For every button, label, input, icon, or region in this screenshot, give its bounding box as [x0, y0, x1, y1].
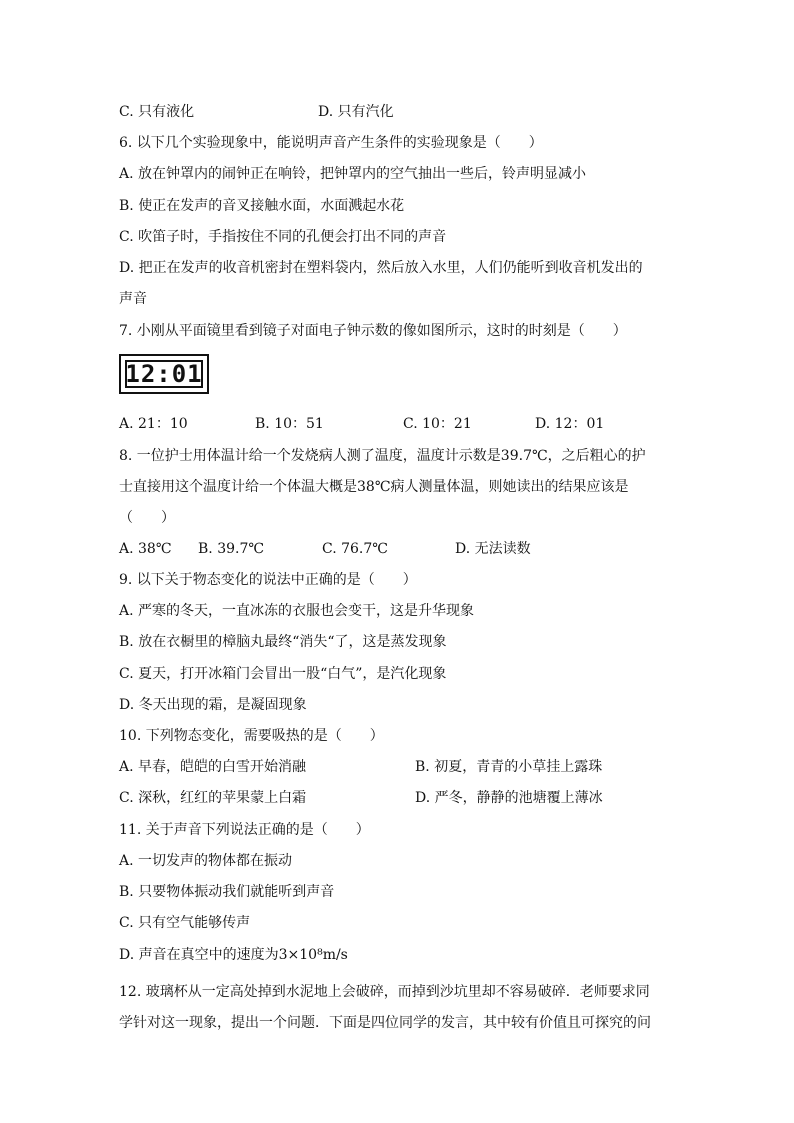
q10-option-b: B. 初夏，青青的小草挂上露珠: [415, 759, 603, 775]
q7-option-b: B. 10：51: [255, 416, 324, 432]
q8-stem-line2: 士直接用这个温度计给一个体温大概是38℃病人测量体温，则她读出的结果应该是: [119, 479, 629, 495]
q6-option-b: B. 使正在发声的音叉接触水面，水面溅起水花: [119, 198, 405, 214]
q7-option-a: A. 21：10: [119, 416, 188, 432]
q8-stem-line3: （ ）: [119, 510, 175, 526]
q12-stem-line2: 学针对这一现象，提出一个问题．下面是四位同学的发言，其中较有价值且可探究的问: [119, 1015, 651, 1031]
mirror-clock-figure: [119, 354, 209, 394]
q7-option-d: D. 12：01: [535, 416, 605, 432]
q11-option-d: D. 声音在真空中的速度为3×10⁸m/s: [119, 947, 348, 963]
q9-option-c: C. 夏天，打开冰箱门会冒出一股“白气”，是汽化现象: [119, 666, 447, 682]
q10-option-c: C. 深秋，红红的苹果蒙上白霜: [119, 790, 307, 806]
q11-option-c: C. 只有空气能够传声: [119, 915, 251, 931]
q9-option-b: B. 放在衣橱里的樟脑丸最终“消失“了，这是蒸发现象: [119, 634, 447, 650]
q6-option-c: C. 吹笛子时，手指按住不同的孔便会打出不同的声音: [119, 229, 447, 245]
q6-option-a: A. 放在钟罩内的闹钟正在响铃，把钟罩内的空气抽出一些后，铃声明显减小: [119, 166, 587, 182]
clock-display: 12:01: [125, 360, 203, 388]
q6-stem: 6. 以下几个实验现象中，能说明声音产生条件的实验现象是（ ）: [119, 135, 543, 151]
q10-option-a: A. 早春，皑皑的白雪开始消融: [119, 759, 307, 775]
q6-option-d-line2: 声音: [119, 291, 147, 307]
q5-option-c: C. 只有液化: [119, 104, 195, 120]
q9-option-d: D. 冬天出现的霜，是凝固现象: [119, 697, 307, 713]
q8-option-a: A. 38℃: [119, 541, 172, 557]
q7-stem: 7. 小刚从平面镜里看到镜子对面电子钟示数的像如图所示，这时的时刻是（ ）: [119, 323, 627, 339]
q11-option-b: B. 只要物体振动我们就能听到声音: [119, 884, 335, 900]
q8-stem-line1: 8. 一位护士用体温计给一个发烧病人测了温度，温度计示数是39.7℃，之后粗心的护: [119, 448, 646, 464]
q9-stem: 9. 以下关于物态变化的说法中正确的是（ ）: [119, 572, 417, 588]
q11-stem: 11. 关于声音下列说法正确的是（ ）: [119, 822, 370, 838]
q6-option-d-line1: D. 把正在发声的收音机密封在塑料袋内，然后放入水里，人们仍能听到收音机发出的: [119, 260, 643, 276]
q9-option-a: A. 严寒的冬天，一直冰冻的衣服也会变干，这是升华现象: [119, 603, 475, 619]
q10-stem: 10. 下列物态变化，需要吸热的是（ ）: [119, 728, 384, 744]
q11-option-a: A. 一切发声的物体都在振动: [119, 853, 293, 869]
q5-option-d: D. 只有汽化: [318, 104, 394, 120]
q8-option-c: C. 76.7℃: [322, 541, 388, 557]
q8-option-d: D. 无法读数: [455, 541, 531, 557]
q10-option-d: D. 严冬，静静的池塘覆上薄冰: [415, 790, 603, 806]
q7-option-c: C. 10：21: [403, 416, 472, 432]
q8-option-b: B. 39.7℃: [198, 541, 265, 557]
clock-screen: [125, 360, 203, 388]
q12-stem-line1: 12. 玻璃杯从一定高处掉到水泥地上会破碎，而掉到沙坑里却不容易破碎．老师要求同: [119, 984, 650, 1000]
